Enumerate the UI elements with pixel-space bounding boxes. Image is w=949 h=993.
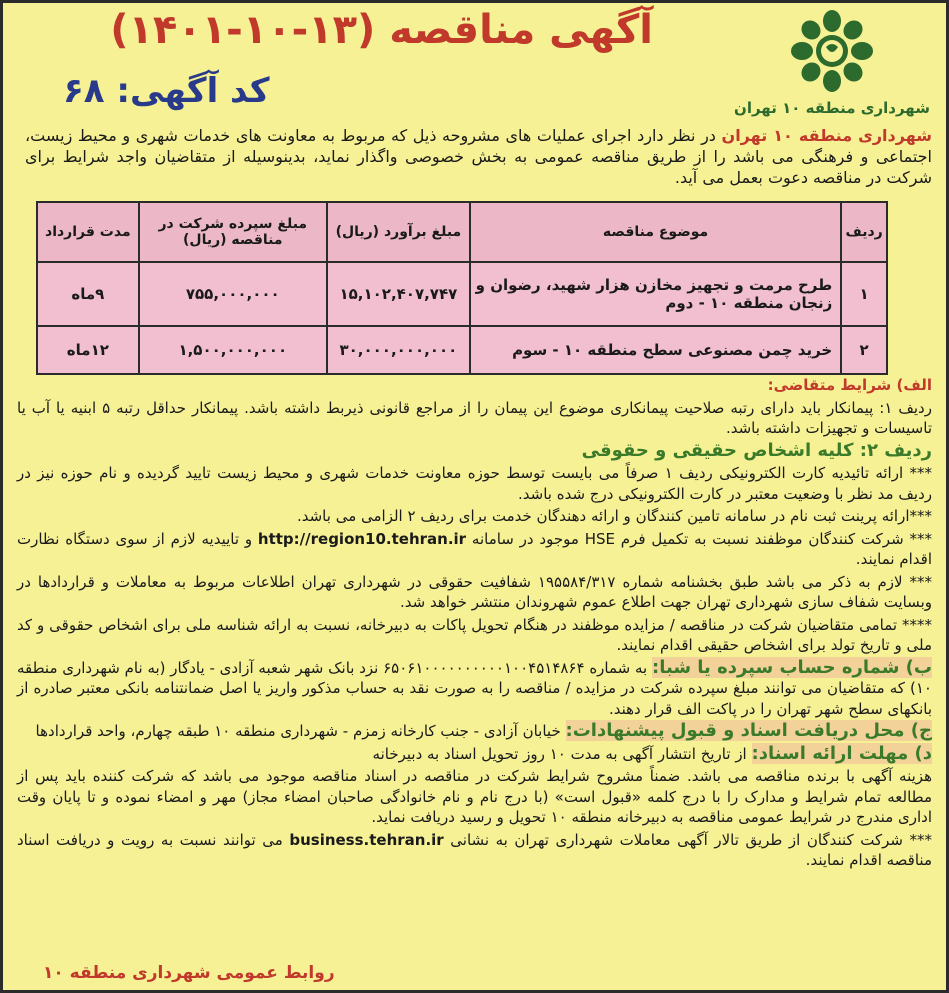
heading-deposit: ب) شماره حساب سپرده یا شبا: xyxy=(652,656,932,678)
business-website-link[interactable]: business.tehran.ir xyxy=(289,830,444,849)
cell-row-number: ۲ xyxy=(841,326,887,374)
col-row-number: ردیف xyxy=(841,202,887,262)
col-estimate: مبلغ برآورد (ریال) xyxy=(327,202,470,262)
location-text: خیابان آزادی - جنب کارخانه زمزم - شهرداری منطقه ۱۰ طبقه چهارم، واحد قراردادها xyxy=(35,722,561,740)
condition-p3 xyxy=(17,529,932,570)
tehran-municipality-emblem-icon xyxy=(790,9,874,93)
deposit-paragraph xyxy=(17,658,932,720)
cell-estimate: ۱۵,۱۰۲,۴۰۷,۷۴۷ xyxy=(327,262,470,326)
condition-row1: ردیف ۱: پیمانکار باید دارای رتبه صلاحیت پیمانکاری موضوع این پیمان را از مراجع قانونی ذیربط داشته باشد. پیمانکار حداقل رتبه ۵ ابنیه یا آب یا تاسیسات و تجهیزات داشته باشد. xyxy=(17,398,932,437)
municipality-logo xyxy=(732,9,932,119)
intro-text: در نظر دارد اجرای عملیات های مشروحه ذیل که مربوط به معاونت های خدمات شهری و محیط زیست، اجتماعی و فرهنگی می باشد را از طریق مناقصه عمومی به بخش خصوصی واگذار نماید، بدینوسیله از متقاضیان واجد شرایط برای شرکت در مناقصه دعوت بعمل می آید. xyxy=(25,126,932,187)
deposit-text: به شماره ۶۵۰۶۱۰۰۰۰۰۰۰۰۰۰۱۰۰۴۵۱۴۸۶۴ نزد بانک شهر شعبه آزادی - یادگار (به نام شهرداری منطقه ۱۰) که متقاضیان می توانند مبلغ سپرده شرکت در مزایده / مناقصه را به صورت نقد به حساب مذکور واریز یا اصل ضمانتنامه بانکی معتبر صادره از بانکهای سطح شهر تهران را در پاکت الف قرار دهند. xyxy=(17,658,932,718)
conditions-section xyxy=(17,375,932,873)
cell-duration: ۱۲ماه xyxy=(37,326,139,374)
deadline-text: از تاریخ انتشار آگهی به مدت ۱۰ روز تحویل اسناد به دبیرخانه xyxy=(372,744,747,763)
ad-code: کد آگهی: ۶۸ xyxy=(63,71,270,111)
table-row xyxy=(37,262,887,326)
condition-p4: *** لازم به ذکر می باشد طبق بخشنامه شماره ۱۹۵۵۸۴/۳۱۷ شفافیت حقوقی در شهرداری تهران اطلاعات مربوط به معاملات و قراردادها در وبسایت شفاف سازی شهرداری تهران جهت اطلاع عموم شهروندان منتشر خواهد شد. xyxy=(17,572,932,611)
notes-p1: هزینه آگهی با برنده مناقصه می باشد. ضمناً مشروح شرایط شرکت در مناقصه در اسناد مناقصه موجود می باشد که شرکت کننده باید پس از مطالعه تمام شرایط و مدارک را با درج کلمه «قبول است» (با درج نام و نام خانوادگی صاحبان امضاء مجاز) مهر و امضاء نموده و تا پایان وقت اداری مندرج در شرایط عمومی مناقصه به دبیرخانه منطقه ۱۰ تحویل و رسید دریافت نماید. xyxy=(17,767,932,826)
cell-estimate: ۳۰,۰۰۰,۰۰۰,۰۰۰ xyxy=(327,326,470,374)
cell-subject: طرح مرمت و تجهیز مخازن هزار شهید، رضوان و زنجان منطقه ۱۰ - دوم xyxy=(470,262,841,326)
heading-row2: ردیف ۲: کلیه اشخاص حقیقی و حقوقی xyxy=(581,439,932,461)
table-row xyxy=(37,326,887,374)
tender-table xyxy=(36,201,888,375)
heading-conditions: الف) شرایط متقاضی: xyxy=(767,376,932,394)
heading-deadline: د) مهلت ارائه اسناد: xyxy=(751,742,932,764)
cell-deposit: ۷۵۵,۰۰۰,۰۰۰ xyxy=(139,262,327,326)
notes-p2-a: *** شرکت کنندگان از طریق تالار آگهی معاملات شهرداری تهران به نشانی xyxy=(450,830,932,849)
intro-org: شهرداری منطقه ۱۰ تهران xyxy=(721,126,932,145)
page-title: آگهی مناقصه (۱۳-۱۰-۱۴۰۱) xyxy=(110,7,653,53)
intro-paragraph xyxy=(25,125,932,188)
cell-row-number: ۱ xyxy=(841,262,887,326)
col-duration: مدت قرارداد xyxy=(37,202,139,262)
region-website-link[interactable]: http://region10.tehran.ir xyxy=(257,529,467,548)
heading-location: ج) محل دریافت اسناد و قبول پیشنهادات: xyxy=(565,720,932,741)
cell-deposit: ۱,۵۰۰,۰۰۰,۰۰۰ xyxy=(139,326,327,374)
public-relations-signature: روابط عمومی شهرداری منطقه ۱۰ xyxy=(43,963,335,983)
col-subject: موضوع مناقصه xyxy=(470,202,841,262)
logo-caption: شهرداری منطقه ۱۰ تهران xyxy=(734,99,930,117)
condition-p3-b: و تاییدیه لازم از سوی دستگاه نظارت اقدام نمایند. xyxy=(17,529,932,568)
condition-p1: *** ارائه تائیدیه کارت الکترونیکی ردیف ۱ صرفاً می بایست توسط حوزه معاونت خدمات شهری و محیط زیست تایید گردیده و نام حوزه نیز در ردیف مد نظر با وضعیت معتبر در کارت الکترونیکی درج شده باشد. xyxy=(17,464,932,503)
table-header-row xyxy=(37,202,887,262)
notes-p2-b: می توانند نسبت به رویت و دریافت اسناد مناقصه اقدام نمایند. xyxy=(17,830,932,869)
deadline-paragraph xyxy=(17,744,932,765)
cell-duration: ۹ماه xyxy=(37,262,139,326)
col-deposit: مبلغ سپرده شرکت در مناقصه (ریال) xyxy=(139,202,327,262)
location-paragraph xyxy=(17,721,932,742)
cell-subject: خرید چمن مصنوعی سطح منطقه ۱۰ - سوم xyxy=(470,326,841,374)
notes-p2 xyxy=(17,830,932,871)
condition-p5: **** تمامی متقاضیان شرکت در مناقصه / مزایده موظفند در هنگام تحویل پاکات به دبیرخانه، نسبت به ارائه شناسه ملی برای اشخاص حقوقی و کد ملی و تاریخ تولد برای اشخاص حقیقی اقدام نمایند. xyxy=(17,615,932,654)
condition-p3-a: *** شرکت کنندگان موظفند نسبت به تکمیل فرم HSE موجود در سامانه xyxy=(471,529,932,548)
condition-p2: ***ارائه پرینت ثبت نام در سامانه تامین کنندگان و ارائه دهندگان خدمت برای ردیف ۲ الزامی می باشد. xyxy=(296,507,932,525)
